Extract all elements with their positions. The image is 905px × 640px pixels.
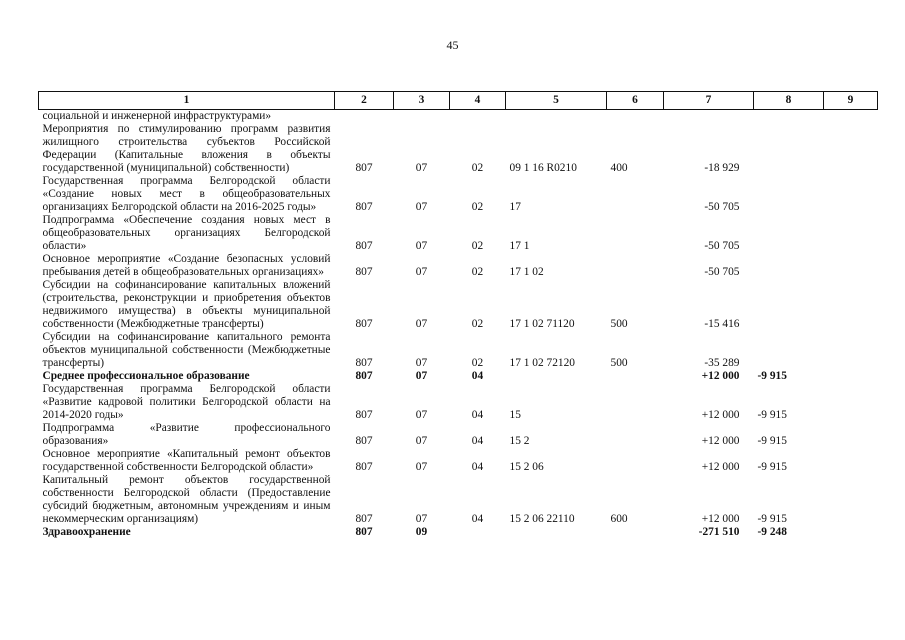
table-row <box>39 110 878 124</box>
row-description: Мероприятия по стимулированию программ развития жилищного строительства субъектов Российской Федерации (Капитальные вложения в объекты государственной (муниципальной) собственности) <box>42 123 331 174</box>
cell-amount-2020 <box>824 123 878 175</box>
cell-amount-2018: +12 000 <box>701 370 740 382</box>
header-col-3: 3 <box>394 92 450 110</box>
cell-amount-2019: -9 915 <box>757 370 787 382</box>
table-row <box>39 214 878 253</box>
cell-subsection: 04 <box>471 370 484 382</box>
header-col-4: 4 <box>450 92 506 110</box>
cell-expense-type <box>607 422 664 448</box>
cell-amount-2019: -9 915 <box>757 409 787 421</box>
cell-target-article: 17 1 02 72120 <box>509 357 575 369</box>
cell-subsection <box>450 526 506 539</box>
cell-section: 07 <box>415 357 428 369</box>
cell-amount-2020 <box>824 253 878 279</box>
cell-target-article <box>506 526 607 539</box>
table-row <box>39 422 878 448</box>
budget-table <box>38 91 878 539</box>
row-description: Государственная программа Белгородской области «Развитие кадровой политики Белгородской области на 2014-2020 годы» <box>42 383 331 421</box>
cell-ministry-code: 807 <box>355 409 373 421</box>
cell-target-article: 15 2 <box>509 435 530 447</box>
cell-amount-2018: +12 000 <box>701 435 740 447</box>
cell-amount-2018: +12 000 <box>701 513 740 525</box>
cell-amount-2018: -50 705 <box>704 201 740 213</box>
page-number: 45 <box>446 38 459 52</box>
cell-subsection <box>450 110 506 124</box>
cell-subsection: 02 <box>471 162 484 174</box>
cell-amount-2020 <box>824 526 878 539</box>
table-row <box>39 474 878 526</box>
cell-amount-2019 <box>754 279 824 331</box>
cell-amount-2019: -9 915 <box>757 513 787 525</box>
cell-subsection: 02 <box>471 357 484 369</box>
cell-expense-type <box>607 214 664 253</box>
cell-target-article <box>506 110 607 124</box>
table-row <box>39 370 878 383</box>
cell-amount-2018: -50 705 <box>704 240 740 252</box>
cell-amount-2020 <box>824 331 878 370</box>
cell-amount-2020 <box>824 422 878 448</box>
cell-target-article <box>506 370 607 383</box>
table-row <box>39 331 878 370</box>
cell-expense-type: 500 <box>610 318 628 330</box>
row-description: социальной и инженерной инфраструктурами» <box>42 110 272 122</box>
cell-amount-2019: -9 915 <box>757 461 787 473</box>
cell-section: 07 <box>415 513 428 525</box>
cell-amount-2018: -271 510 <box>698 526 740 538</box>
cell-amount-2019: -9 248 <box>757 526 787 538</box>
cell-amount-2019: -9 915 <box>757 435 787 447</box>
cell-ministry-code: 807 <box>355 370 373 382</box>
row-description: Подпрограмма «Обеспечение создания новых мест в общеобразовательных организациях Белгородской области» <box>42 214 331 252</box>
cell-ministry-code: 807 <box>355 526 373 538</box>
cell-target-article: 15 2 06 22110 <box>509 513 575 525</box>
cell-amount-2020 <box>824 448 878 474</box>
cell-expense-type <box>607 448 664 474</box>
table-row <box>39 383 878 422</box>
cell-ministry-code: 807 <box>355 266 373 278</box>
row-description: Среднее профессиональное образование <box>42 370 250 382</box>
cell-amount-2020 <box>824 383 878 422</box>
table-row <box>39 526 878 539</box>
table-row <box>39 123 878 175</box>
row-description: Подпрограмма «Развитие профессионального образования» <box>42 422 331 447</box>
cell-amount-2020 <box>824 175 878 214</box>
header-col-1: 1 <box>39 92 335 110</box>
cell-subsection: 04 <box>471 409 484 421</box>
cell-subsection: 02 <box>471 201 484 213</box>
cell-amount-2019 <box>754 123 824 175</box>
cell-expense-type <box>607 253 664 279</box>
cell-amount-2018: +12 000 <box>701 461 740 473</box>
header-col-7: 7 <box>664 92 754 110</box>
header-col-5: 5 <box>506 92 607 110</box>
cell-section <box>394 110 450 124</box>
cell-ministry-code: 807 <box>355 357 373 369</box>
cell-ministry-code: 807 <box>355 162 373 174</box>
cell-amount-2018: -35 289 <box>704 357 740 369</box>
cell-ministry-code: 807 <box>355 201 373 213</box>
cell-target-article: 15 2 06 <box>509 461 544 473</box>
cell-target-article: 17 1 02 <box>509 266 544 278</box>
cell-section: 07 <box>415 435 428 447</box>
cell-subsection: 04 <box>471 435 484 447</box>
row-description: Государственная программа Белгородской области «Создание новых мест в общеобразовательных организациях Белгородской области на 2016-2025 годы» <box>42 175 331 213</box>
cell-amount-2018 <box>664 110 754 124</box>
cell-subsection: 04 <box>471 513 484 525</box>
row-description: Здравоохранение <box>42 526 131 538</box>
cell-section: 07 <box>415 240 428 252</box>
cell-section: 07 <box>415 370 428 382</box>
cell-amount-2019 <box>754 331 824 370</box>
cell-amount-2018: +12 000 <box>701 409 740 421</box>
cell-target-article: 09 1 16 R0210 <box>509 162 577 174</box>
header-col-6: 6 <box>607 92 664 110</box>
cell-amount-2020 <box>824 214 878 253</box>
cell-ministry-code: 807 <box>355 318 373 330</box>
cell-amount-2020 <box>824 474 878 526</box>
cell-amount-2018: -50 705 <box>704 266 740 278</box>
cell-expense-type <box>607 370 664 383</box>
cell-amount-2020 <box>824 370 878 383</box>
table-body <box>39 110 878 540</box>
row-description: Субсидии на софинансирование капитальных вложений (строительства, реконструкции и приобретения объектов недвижимого имущества) в объекты муниципальной собственности (Межбюджетные трансферты) <box>42 279 331 330</box>
table-header-row <box>39 92 878 110</box>
row-description: Основное мероприятие «Создание безопасных условий пребывания детей в общеобразовательных организациях» <box>42 253 331 278</box>
table-row <box>39 175 878 214</box>
cell-expense-type: 500 <box>610 357 628 369</box>
cell-expense-type <box>607 383 664 422</box>
cell-section: 07 <box>415 162 428 174</box>
table-row <box>39 253 878 279</box>
cell-subsection: 02 <box>471 318 484 330</box>
table-row <box>39 448 878 474</box>
cell-amount-2019 <box>754 110 824 124</box>
cell-expense-type: 600 <box>610 513 628 525</box>
header-col-8: 8 <box>754 92 824 110</box>
row-description: Субсидии на софинансирование капитального ремонта объектов муниципальной собственности (Межбюджетные трансферты) <box>42 331 331 369</box>
cell-ministry-code: 807 <box>355 240 373 252</box>
cell-section: 07 <box>415 318 428 330</box>
cell-section: 07 <box>415 201 428 213</box>
cell-subsection: 02 <box>471 266 484 278</box>
cell-target-article: 17 1 <box>509 240 530 252</box>
cell-subsection: 02 <box>471 240 484 252</box>
cell-amount-2019 <box>754 175 824 214</box>
cell-expense-type <box>607 110 664 124</box>
cell-target-article: 17 <box>509 201 521 213</box>
cell-amount-2020 <box>824 279 878 331</box>
cell-amount-2018: -18 929 <box>704 162 740 174</box>
cell-ministry-code: 807 <box>355 461 373 473</box>
cell-subsection: 04 <box>471 461 484 473</box>
table-row <box>39 279 878 331</box>
cell-amount-2019 <box>754 253 824 279</box>
cell-target-article: 15 <box>509 409 521 421</box>
cell-expense-type: 400 <box>610 162 628 174</box>
cell-amount-2018: -15 416 <box>704 318 740 330</box>
cell-section: 07 <box>415 266 428 278</box>
row-description: Основное мероприятие «Капитальный ремонт объектов государственной собственности Белгородской области» <box>42 448 331 473</box>
cell-ministry-code <box>335 110 394 124</box>
cell-expense-type <box>607 175 664 214</box>
cell-section: 07 <box>415 409 428 421</box>
cell-ministry-code: 807 <box>355 435 373 447</box>
cell-ministry-code: 807 <box>355 513 373 525</box>
header-col-9: 9 <box>824 92 878 110</box>
cell-section: 09 <box>415 526 428 538</box>
row-description: Капитальный ремонт объектов государственной собственности Белгородской области (Предоставление субсидий бюджетным, автономным учреждениям и иным некоммерческим организациям) <box>42 474 331 525</box>
cell-expense-type <box>607 526 664 539</box>
cell-target-article: 17 1 02 71120 <box>509 318 575 330</box>
cell-section: 07 <box>415 461 428 473</box>
cell-amount-2020 <box>824 110 878 124</box>
cell-amount-2019 <box>754 214 824 253</box>
header-col-2: 2 <box>335 92 394 110</box>
